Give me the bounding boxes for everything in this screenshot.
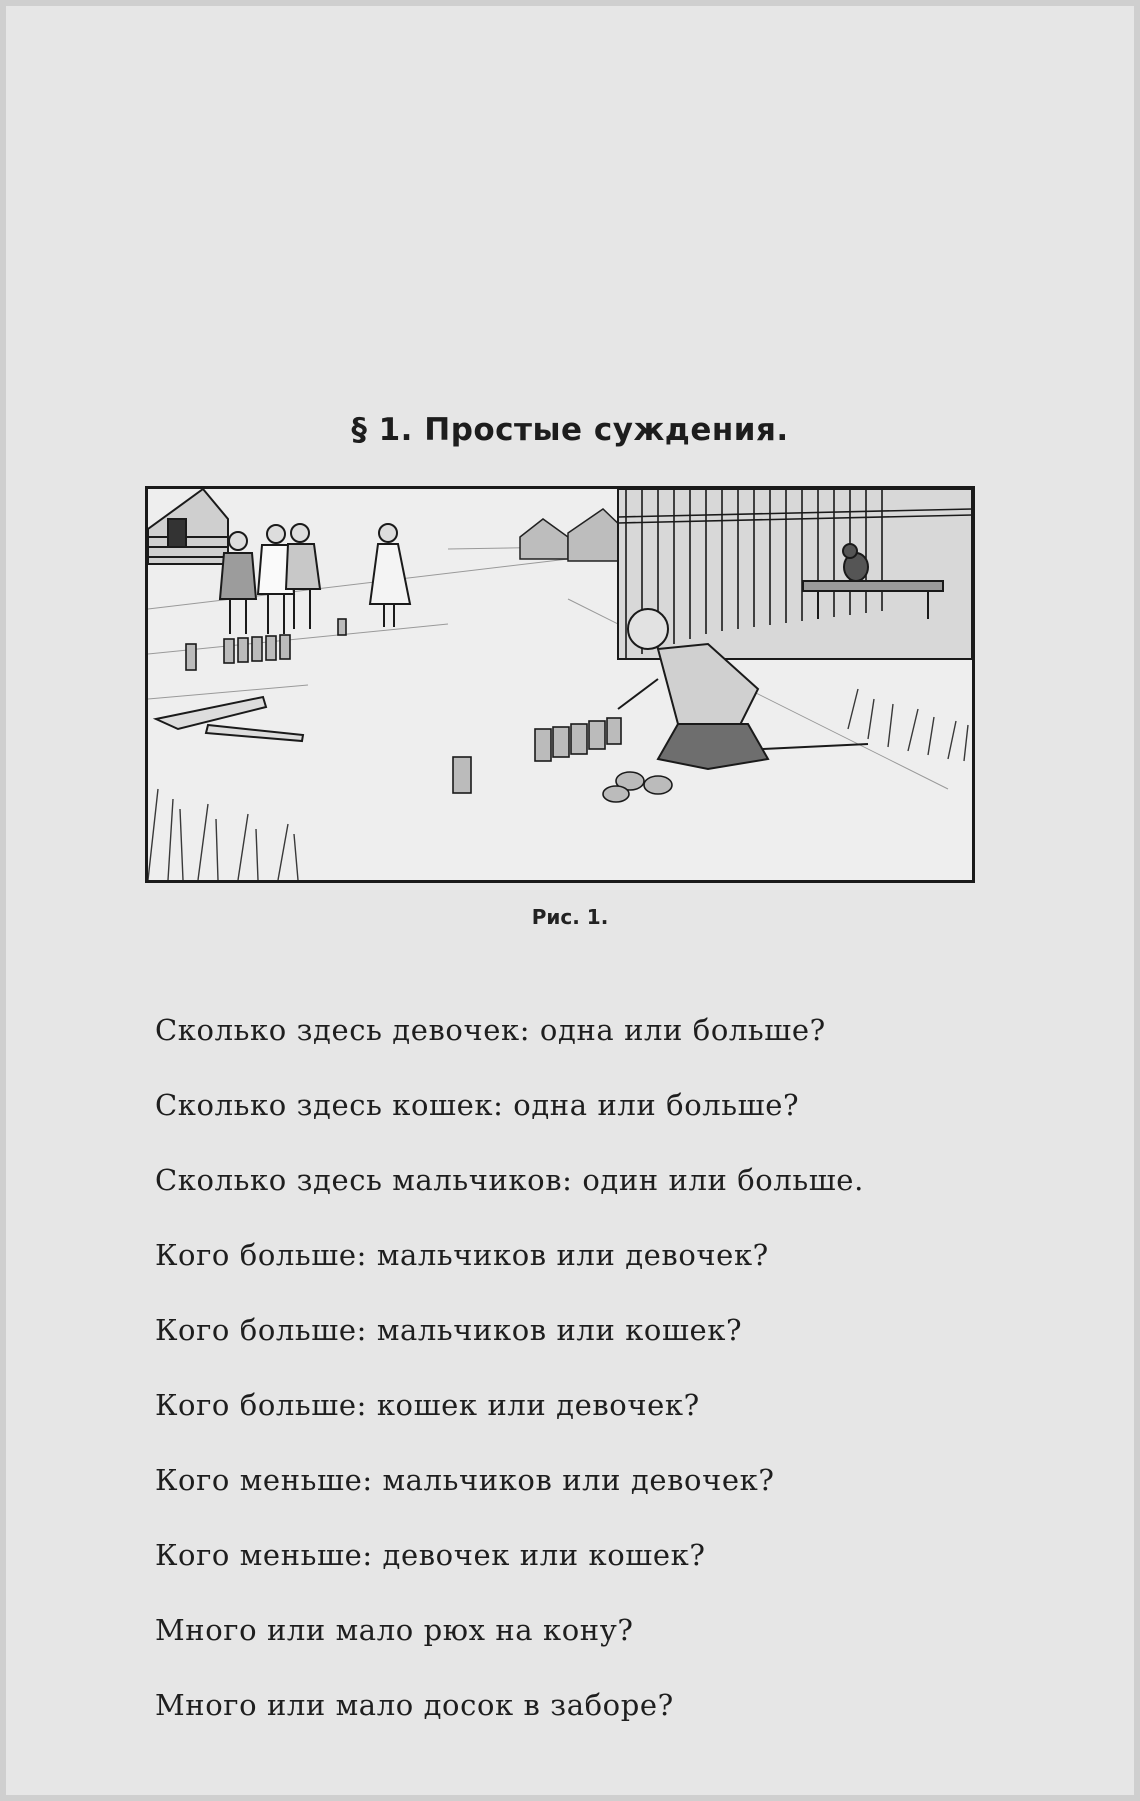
question-item: Кого меньше: мальчиков или девочек? <box>155 1463 775 1497</box>
figure-illustration <box>145 486 975 883</box>
question-item: Сколько здесь мальчиков: один или больше. <box>155 1163 864 1197</box>
fence <box>618 489 972 659</box>
section-heading: § 1. Простые суждения. <box>351 412 789 448</box>
question-item: Кого больше: мальчиков или кошек? <box>155 1313 743 1347</box>
question-item: Кого больше: кошек или девочек? <box>155 1388 700 1422</box>
question-item: Сколько здесь девочек: одна или больше? <box>155 1013 826 1047</box>
question-item: Сколько здесь кошек: одна или больше? <box>155 1088 800 1122</box>
village-game-illustration <box>148 489 972 880</box>
question-item: Кого меньше: девочек или кошек? <box>155 1538 706 1572</box>
figure-caption: Рис. 1. <box>531 905 609 929</box>
question-item: Много или мало рюх на кону? <box>155 1613 634 1647</box>
question-item: Кого больше: мальчиков или девочек? <box>155 1238 769 1272</box>
question-list <box>155 1010 864 1760</box>
question-item: Много или мало досок в заборе? <box>155 1688 674 1722</box>
